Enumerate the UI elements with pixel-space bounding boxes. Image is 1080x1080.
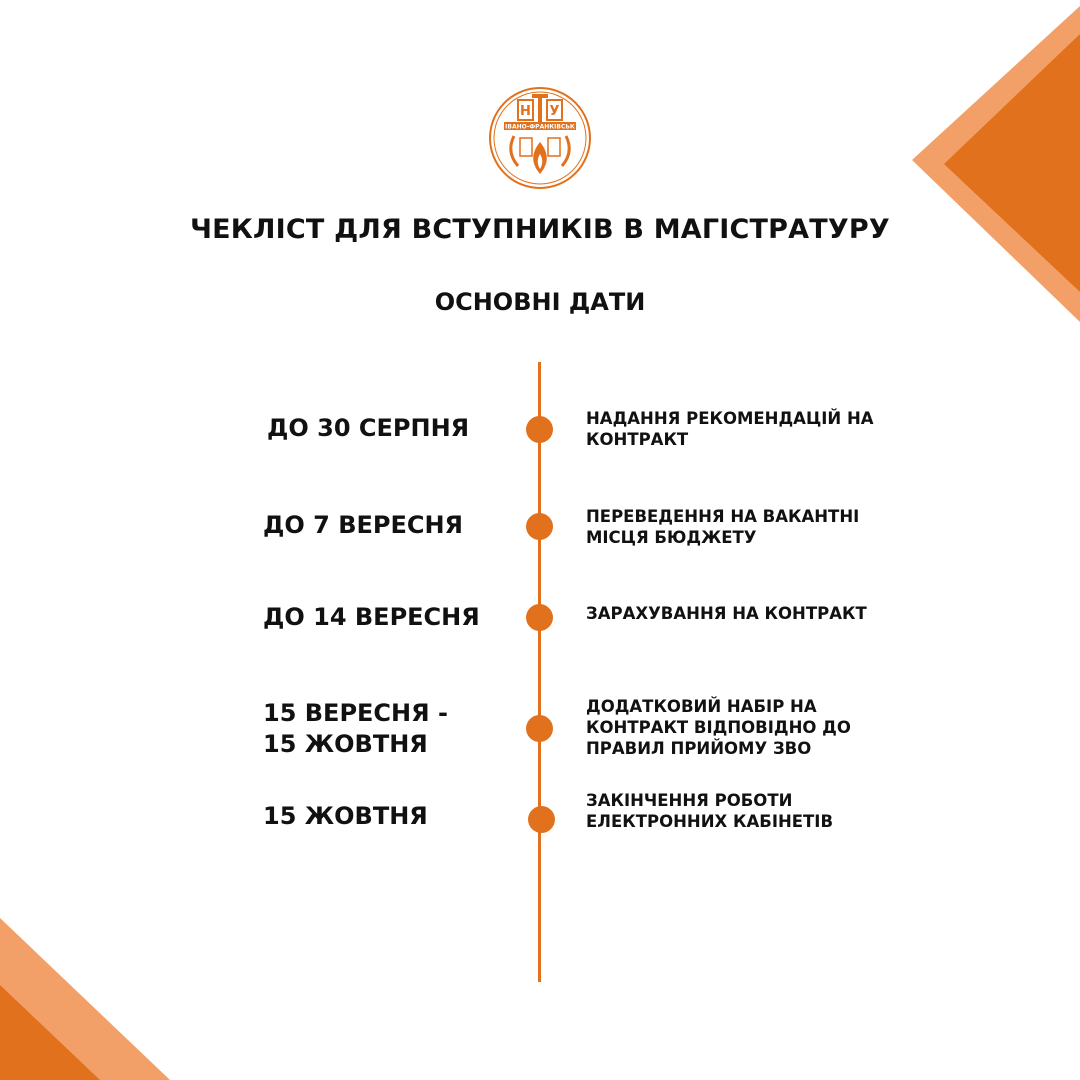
timeline-dot xyxy=(528,806,555,833)
timeline-description: ЗАКІНЧЕННЯ РОБОТИ ЕЛЕКТРОННИХ КАБІНЕТІВ xyxy=(586,791,834,831)
page-subtitle: ОСНОВНІ ДАТИ xyxy=(434,288,646,316)
university-emblem-icon xyxy=(488,86,592,190)
logo-text: ІВАНО-ФРАНКІВСЬК xyxy=(505,123,575,131)
svg-text:Н: Н xyxy=(520,104,531,119)
timeline-description: ДОДАТКОВИЙ НАБІР НА КОНТРАКТ ВІДПОВІДНО ДО ПРАВИЛ ПРИЙОМУ ЗВО xyxy=(586,697,851,758)
timeline-dot xyxy=(526,604,553,631)
timeline-date: 15 ВЕРЕСНЯ - 15 ЖОВТНЯ xyxy=(263,699,448,758)
timeline-dot xyxy=(526,416,553,443)
timeline-line xyxy=(538,362,541,982)
timeline-dot xyxy=(526,513,553,540)
page-title: ЧЕКЛІСТ ДЛЯ ВСТУПНИКІВ В МАГІСТРАТУРУ xyxy=(190,214,890,245)
timeline-description: НАДАННЯ РЕКОМЕНДАЦІЙ НА КОНТРАКТ xyxy=(586,409,874,449)
timeline-date: ДО 30 СЕРПНЯ xyxy=(267,414,470,442)
svg-text:У: У xyxy=(549,104,560,119)
timeline-date: ДО 14 ВЕРЕСНЯ xyxy=(263,603,480,631)
timeline-dot xyxy=(526,715,553,742)
timeline-description: ЗАРАХУВАННЯ НА КОНТРАКТ xyxy=(586,604,867,623)
timeline-description: ПЕРЕВЕДЕННЯ НА ВАКАНТНІ МІСЦЯ БЮДЖЕТУ xyxy=(586,507,860,547)
timeline-date: ДО 7 ВЕРЕСНЯ xyxy=(263,511,464,539)
timeline-date: 15 ЖОВТНЯ xyxy=(263,802,428,830)
